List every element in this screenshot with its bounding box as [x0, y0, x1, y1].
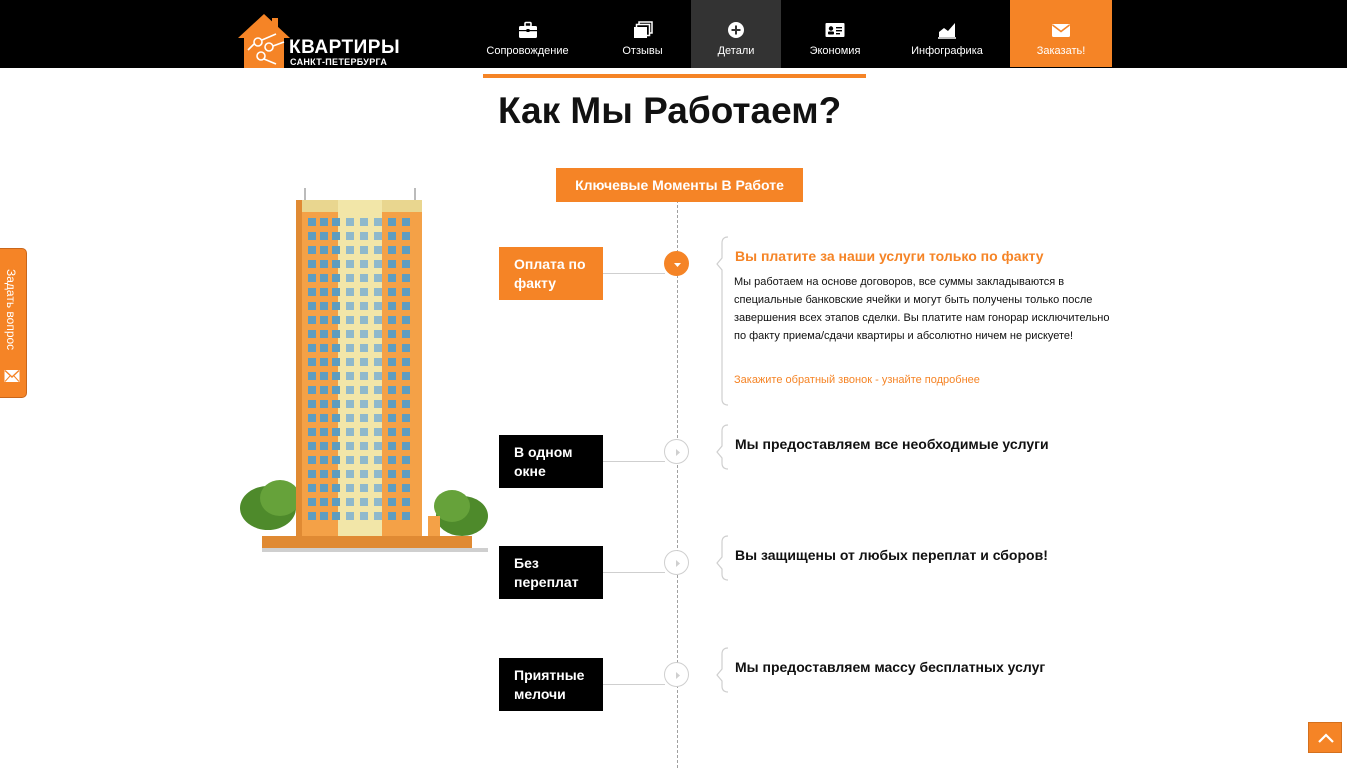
content-bracket	[716, 236, 730, 406]
nav-item-support[interactable]	[476, 0, 579, 68]
plus-circle-icon	[726, 21, 746, 39]
step-dot[interactable]	[664, 439, 689, 464]
brand-title: КВАРТИРЫ	[289, 37, 401, 58]
step-connector	[603, 684, 665, 685]
content-bracket	[716, 424, 730, 470]
content-bracket	[716, 535, 730, 581]
title-accent-bar	[483, 74, 866, 78]
nav-item-order[interactable]	[1010, 0, 1112, 67]
nav-item-reviews[interactable]	[596, 0, 689, 68]
key-moments-button[interactable]: Ключевые Моменты В Работе	[556, 168, 803, 202]
caret-right-icon	[672, 670, 683, 681]
caret-right-icon	[672, 558, 683, 569]
callback-link[interactable]: Закажите обратный звонок - узнайте подробнее	[734, 374, 980, 386]
step-dot-active[interactable]	[664, 251, 689, 276]
arrow-up-icon	[1316, 729, 1336, 747]
nav-item-infographics[interactable]	[903, 0, 991, 68]
step-connector	[603, 461, 665, 462]
step-tab-pay-on-fact[interactable]: Оплата по факту	[499, 247, 603, 300]
nav-label: Сопровождение	[486, 45, 569, 57]
step-connector	[603, 572, 665, 573]
envelope-icon	[1051, 21, 1071, 39]
caret-right-icon	[672, 447, 683, 458]
nav-item-savings[interactable]	[793, 0, 877, 68]
house-keys-icon	[236, 12, 292, 68]
brand-logo[interactable]	[236, 12, 401, 68]
nav-label: Детали	[717, 45, 755, 57]
ask-question-label: Задать вопрос	[4, 269, 18, 351]
nav-label: Заказать!	[1036, 45, 1086, 57]
nav-label: Отзывы	[622, 45, 663, 57]
copy-icon	[633, 21, 653, 39]
step-description: Мы работаем на основе договоров, все суммы закладываются в специальные банковские ячейки и могут быть получены только после завершения всех этапов сделки. Вы платите нам гонорар исключительно по факту приема/сдачи квартиры и абсолютно ничем не рискуете!	[734, 276, 1110, 342]
top-navbar	[0, 0, 1347, 68]
nav-label: Инфографика	[911, 45, 983, 57]
step-tab-nice-extras[interactable]: Приятные мелочи	[499, 658, 603, 711]
envelope-icon	[4, 369, 20, 383]
step-dot[interactable]	[664, 662, 689, 687]
area-chart-icon	[937, 21, 957, 39]
step-heading: Мы предоставляем все необходимые услуги	[735, 436, 1049, 452]
scroll-to-top-button[interactable]	[1308, 722, 1342, 753]
step-dot[interactable]	[664, 550, 689, 575]
id-card-icon	[825, 21, 845, 39]
page-title: Как Мы Работаем?	[498, 90, 842, 131]
brand-subtitle: САНКТ-ПЕТЕРБУРГА	[290, 57, 388, 67]
nav-label: Экономия	[809, 45, 861, 57]
caret-down-icon	[672, 259, 683, 270]
content-bracket	[716, 647, 730, 693]
step-heading: Мы предоставляем массу бесплатных услуг	[735, 659, 1046, 675]
ask-question-tab[interactable]	[0, 248, 27, 398]
step-tab-one-window[interactable]: В одном окне	[499, 435, 603, 488]
nav-item-details[interactable]	[691, 0, 781, 68]
step-connector	[603, 273, 665, 274]
step-heading: Вы защищены от любых переплат и сборов!	[735, 547, 1048, 563]
apartment-building-image	[238, 186, 494, 556]
briefcase-icon	[518, 21, 538, 39]
step-heading: Вы платите за наши услуги только по факту	[735, 248, 1044, 264]
step-tab-no-overpay[interactable]: Без переплат	[499, 546, 603, 599]
